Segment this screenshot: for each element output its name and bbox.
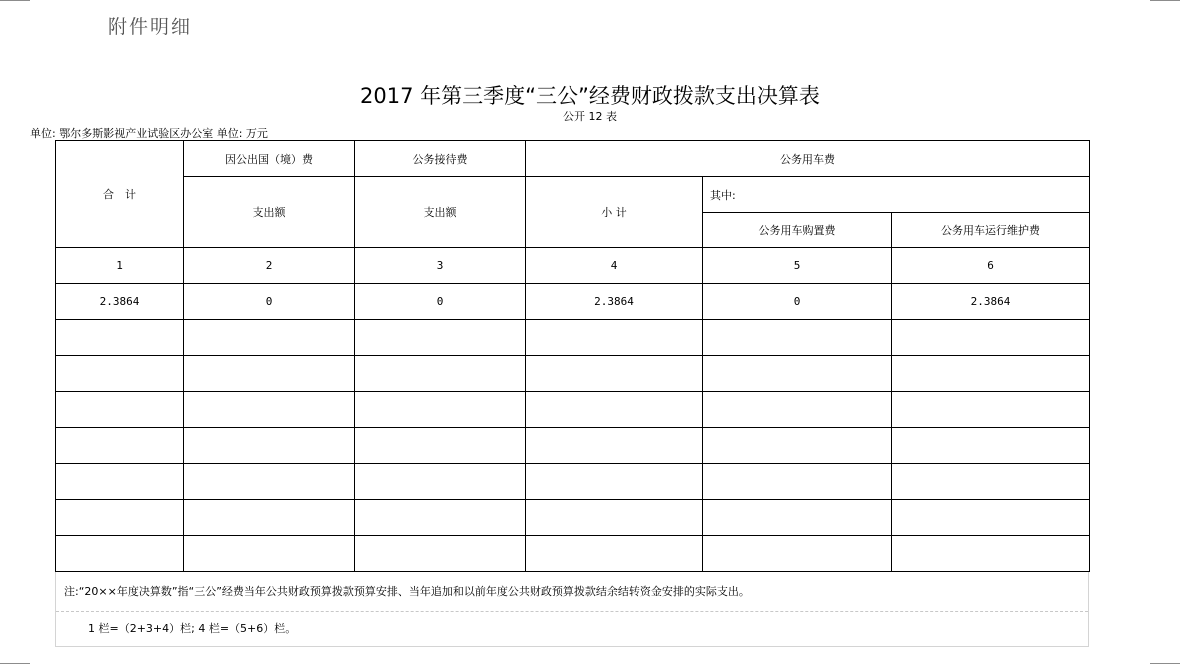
empty-row <box>56 500 1090 536</box>
empty-cell <box>56 500 184 536</box>
empty-cell <box>526 464 703 500</box>
note-formula: 1 栏=（2+3+4）栏; 4 栏=（5+6）栏。 <box>88 622 297 635</box>
column-number: 1 <box>56 248 184 284</box>
empty-row <box>56 392 1090 428</box>
empty-cell <box>526 392 703 428</box>
column-number: 5 <box>703 248 892 284</box>
empty-cell <box>892 536 1090 572</box>
header-reception: 公务接待费 <box>355 141 526 177</box>
empty-cell <box>892 356 1090 392</box>
empty-cell <box>892 464 1090 500</box>
empty-cell <box>703 464 892 500</box>
header-vehicle-operation: 公务用车运行维护费 <box>892 213 1090 248</box>
cell-vehicle-subtotal: 2.3864 <box>526 284 703 320</box>
cell-vehicle-purchase: 0 <box>703 284 892 320</box>
empty-cell <box>355 464 526 500</box>
empty-cell <box>703 320 892 356</box>
empty-row <box>56 536 1090 572</box>
header-vehicle: 公务用车费 <box>526 141 1090 177</box>
cell-vehicle-operation: 2.3864 <box>892 284 1090 320</box>
cell-total: 2.3864 <box>56 284 184 320</box>
empty-cell <box>355 500 526 536</box>
column-number-row <box>56 248 1090 284</box>
page-title: 2017 年第三季度“三公”经费财政拨款支出决算表 <box>360 84 820 108</box>
empty-cell <box>184 392 355 428</box>
corner-mark-bottom-left <box>0 663 30 664</box>
header-vehicle-purchase: 公务用车购置费 <box>703 213 892 248</box>
empty-cell <box>184 428 355 464</box>
empty-cell <box>703 356 892 392</box>
table-row <box>56 284 1090 320</box>
empty-cell <box>56 464 184 500</box>
empty-cell <box>56 356 184 392</box>
empty-cell <box>526 536 703 572</box>
empty-cell <box>526 428 703 464</box>
column-number: 2 <box>184 248 355 284</box>
header-total: 合 计 <box>56 141 184 248</box>
corner-mark-bottom-right <box>1150 663 1180 664</box>
header-vehicle-subtotal: 小 计 <box>526 177 703 248</box>
empty-cell <box>56 320 184 356</box>
empty-row <box>56 356 1090 392</box>
empty-cell <box>355 392 526 428</box>
header-of-which: 其中: <box>703 177 1090 213</box>
header-overseas: 因公出国（境）费 <box>184 141 355 177</box>
empty-row <box>56 428 1090 464</box>
attachment-label: 附件明细 <box>108 16 193 38</box>
empty-cell <box>892 428 1090 464</box>
empty-row <box>56 320 1090 356</box>
empty-cell <box>892 320 1090 356</box>
empty-cell <box>355 536 526 572</box>
empty-cell <box>355 320 526 356</box>
header-overseas-expense: 支出额 <box>184 177 355 248</box>
note-definition: 注:“20××年度决算数”指“三公”经费当年公共财政预算拨款预算安排、当年追加和以前年度公共财政预算拨款结余结转资金安排的实际支出。 <box>56 572 1088 612</box>
empty-cell <box>526 500 703 536</box>
unit-line: 单位: 鄂尔多斯影视产业试验区办公室 单位: 万元 <box>30 127 268 140</box>
header-reception-expense: 支出额 <box>355 177 526 248</box>
column-number: 6 <box>892 248 1090 284</box>
column-number: 3 <box>355 248 526 284</box>
empty-cell <box>703 536 892 572</box>
empty-cell <box>703 392 892 428</box>
table-number: 公开 12 表 <box>563 110 617 123</box>
empty-cell <box>703 500 892 536</box>
empty-cell <box>184 536 355 572</box>
cell-overseas: 0 <box>184 284 355 320</box>
empty-cell <box>184 500 355 536</box>
empty-cell <box>703 428 892 464</box>
empty-cell <box>892 500 1090 536</box>
empty-cell <box>56 392 184 428</box>
empty-cell <box>184 356 355 392</box>
empty-cell <box>184 464 355 500</box>
cell-reception: 0 <box>355 284 526 320</box>
empty-cell <box>355 428 526 464</box>
empty-cell <box>56 428 184 464</box>
empty-cell <box>526 356 703 392</box>
empty-cell <box>355 356 526 392</box>
notes-box <box>55 572 1089 647</box>
empty-cell <box>892 392 1090 428</box>
expense-table <box>55 140 1090 572</box>
empty-cell <box>526 320 703 356</box>
empty-cell <box>184 320 355 356</box>
column-number: 4 <box>526 248 703 284</box>
empty-cell <box>56 536 184 572</box>
corner-mark-top-left <box>0 0 30 1</box>
corner-mark-top-right <box>1150 0 1180 1</box>
empty-row <box>56 464 1090 500</box>
